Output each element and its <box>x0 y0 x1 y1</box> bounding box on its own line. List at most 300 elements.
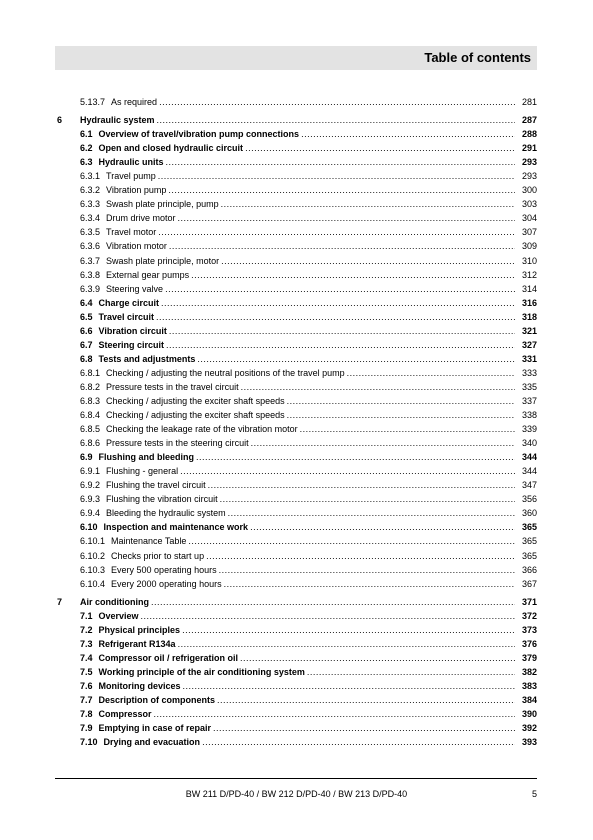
toc-page-number: 344 <box>521 452 537 463</box>
toc-row <box>55 352 537 366</box>
toc-page-number: 344 <box>521 466 537 477</box>
toc-page-number: 339 <box>521 424 537 435</box>
toc-row <box>55 707 537 721</box>
toc-row <box>55 422 537 436</box>
toc-section-number: 6.2 <box>80 143 93 154</box>
toc-entry-label <box>80 595 149 609</box>
toc-chapter-number: 6 <box>57 115 63 126</box>
toc-page-number: 392 <box>521 723 537 734</box>
toc-row <box>55 637 537 651</box>
toc-entry-label <box>80 478 206 492</box>
dot-leader <box>154 707 515 721</box>
toc-page-number: 307 <box>521 227 537 238</box>
toc-section-number: 6.8.2 <box>80 381 101 392</box>
toc-section-title: Inspection and maintenance work <box>103 522 249 533</box>
toc-entry-label <box>80 127 299 141</box>
toc-entry-label <box>80 141 243 155</box>
toc-entry <box>80 183 517 197</box>
toc-entry-label <box>80 534 186 548</box>
dot-leader <box>206 549 515 563</box>
toc-section-number: 6.7 <box>80 339 93 350</box>
dot-leader <box>196 450 515 464</box>
toc-entry-label <box>80 637 176 651</box>
toc-entry <box>80 352 517 366</box>
toc-page-number: 366 <box>521 564 537 575</box>
toc-entry-label <box>80 506 226 520</box>
toc-section-title: Bleeding the hydraulic system <box>106 508 226 519</box>
toc-entry <box>80 665 517 679</box>
toc-entry-label <box>80 436 249 450</box>
toc-entry <box>80 197 517 211</box>
toc-entry-label <box>80 394 285 408</box>
toc-page-number: 327 <box>521 339 537 350</box>
toc-section-title: Checking / adjusting the exciter shaft speeds <box>106 395 285 406</box>
toc-section-title: Steering circuit <box>98 339 165 350</box>
toc-section-title: Travel pump <box>106 171 156 182</box>
toc-section-number: 6.10.2 <box>80 550 106 561</box>
toc-entry <box>80 408 517 422</box>
toc-entry-label <box>80 679 181 693</box>
toc-entry <box>80 95 517 109</box>
toc-section-title: Refrigerant R134a <box>98 638 176 649</box>
toc-row <box>55 563 537 577</box>
toc-row <box>55 623 537 637</box>
toc-section-title: Overview of travel/vibration pump connections <box>98 129 300 140</box>
toc-page-number: 365 <box>521 550 537 561</box>
dot-leader <box>219 563 515 577</box>
toc-entry-label <box>80 183 166 197</box>
toc-section-number: 5.13.7 <box>80 97 106 107</box>
toc-entry-label <box>80 492 218 506</box>
dot-leader <box>166 155 515 169</box>
toc-entry-label <box>80 113 155 127</box>
toc-entry <box>80 651 517 665</box>
toc-row <box>55 296 537 310</box>
toc-section-number: 6.8.6 <box>80 438 101 449</box>
toc-entry <box>80 380 517 394</box>
toc-section-number: 6.9.2 <box>80 480 101 491</box>
footer-page-number: 5 <box>531 789 537 799</box>
dot-leader <box>168 183 515 197</box>
toc-row <box>55 127 537 141</box>
dot-leader <box>141 609 515 623</box>
toc-entry <box>80 679 517 693</box>
toc-row <box>55 366 537 380</box>
toc-section-title: External gear pumps <box>106 269 190 280</box>
toc-page-number: 291 <box>521 143 537 154</box>
toc-page-number: 288 <box>521 129 537 140</box>
toc-section-title: Hydraulic units <box>98 157 164 168</box>
toc-entry-label <box>80 408 285 422</box>
toc-page-number: 347 <box>521 480 537 491</box>
toc-entry-label <box>80 563 217 577</box>
toc-section-number: 7.10 <box>80 737 98 748</box>
toc-page-number: 360 <box>521 508 537 519</box>
toc-entry <box>80 282 517 296</box>
toc-section-number: 7.6 <box>80 680 93 691</box>
toc-entry <box>80 338 517 352</box>
dot-leader <box>301 127 515 141</box>
toc-entry <box>80 549 517 563</box>
dot-leader <box>156 310 515 324</box>
dot-leader <box>245 141 515 155</box>
dot-leader <box>169 239 515 253</box>
toc-entry <box>80 268 517 282</box>
dot-leader <box>307 665 515 679</box>
toc-entry-label <box>80 380 239 394</box>
toc-entry <box>80 609 517 623</box>
toc-row <box>55 577 537 591</box>
toc-entry <box>80 492 517 506</box>
toc-section-number: 6.3.6 <box>80 241 101 252</box>
toc-section-number: 6.10 <box>80 522 98 533</box>
toc-entry <box>80 595 517 609</box>
toc-section-title: Flushing and bleeding <box>98 452 195 463</box>
toc-chapter-row <box>55 595 537 609</box>
toc-section-title: Vibration pump <box>106 185 167 196</box>
dot-leader <box>183 679 515 693</box>
toc-section-number: 6.3.4 <box>80 213 101 224</box>
dot-leader <box>180 464 515 478</box>
toc-section-title: Overview <box>98 610 139 621</box>
toc-section-number: 6.8.1 <box>80 367 101 378</box>
dot-leader <box>250 520 515 534</box>
toc-page-number: 287 <box>521 115 537 126</box>
toc-entry <box>80 366 517 380</box>
toc-row <box>55 506 537 520</box>
toc-section-number: 6.9 <box>80 452 93 463</box>
dot-leader <box>251 436 515 450</box>
toc-section-title: Flushing the travel circuit <box>106 480 206 491</box>
toc-section-number: 6.1 <box>80 129 93 140</box>
toc-section-title: Checking the leakage rate of the vibration motor <box>106 424 298 435</box>
toc-page-number: 321 <box>521 325 537 336</box>
toc-row <box>55 665 537 679</box>
toc-entry <box>80 296 517 310</box>
dot-leader <box>159 95 515 109</box>
toc-entry-label <box>80 422 298 436</box>
dot-leader <box>166 338 515 352</box>
toc-section-title: Maintenance Table <box>111 536 187 547</box>
toc-section-title: Every 500 operating hours <box>111 564 217 575</box>
toc-entry <box>80 127 517 141</box>
toc-page-number: 303 <box>521 199 537 210</box>
toc-entry-label <box>80 707 152 721</box>
toc-entry-label <box>80 310 154 324</box>
toc-row <box>55 141 537 155</box>
toc-entry <box>80 422 517 436</box>
toc-entry-label <box>80 549 204 563</box>
toc-section-number: 6.10.3 <box>80 564 106 575</box>
toc-entry-label <box>80 296 159 310</box>
toc-entry-label <box>80 239 167 253</box>
dot-leader <box>202 735 515 749</box>
toc-entry <box>80 450 517 464</box>
dot-leader <box>158 169 515 183</box>
toc-page-number: 293 <box>521 157 537 168</box>
toc-section-number: 6.6 <box>80 325 93 336</box>
toc-entry <box>80 563 517 577</box>
toc-section-title: Open and closed hydraulic circuit <box>98 143 244 154</box>
dot-leader <box>208 478 515 492</box>
toc-section-title: Physical principles <box>98 624 181 635</box>
toc-section-number: 6.8.4 <box>80 410 101 421</box>
toc-row <box>55 408 537 422</box>
dot-leader <box>169 324 515 338</box>
toc-page-number: 335 <box>521 381 537 392</box>
dot-leader <box>217 693 515 707</box>
toc-section-number: 6.8 <box>80 353 93 364</box>
toc-entry-label <box>80 693 215 707</box>
toc-section-title: Travel motor <box>106 227 157 238</box>
toc-row <box>55 520 537 534</box>
toc-row <box>55 282 537 296</box>
toc-section-title: Monitoring devices <box>98 680 181 691</box>
dot-leader <box>221 197 515 211</box>
toc-page-number: 314 <box>521 283 537 294</box>
toc-entry <box>80 623 517 637</box>
toc-row <box>55 651 537 665</box>
toc-entry-label <box>80 169 156 183</box>
dot-leader <box>221 254 515 268</box>
toc-page-number: 300 <box>521 185 537 196</box>
toc-page-number: 331 <box>521 353 537 364</box>
dot-leader <box>151 595 515 609</box>
toc-section-title: Emptying in case of repair <box>98 723 212 734</box>
toc-row <box>55 155 537 169</box>
toc-section-title: Pressure tests in the steering circuit <box>106 438 249 449</box>
toc-entry-label <box>80 338 164 352</box>
toc-entry-label <box>80 155 164 169</box>
dot-leader <box>178 637 515 651</box>
toc-entry-label <box>80 464 178 478</box>
toc-chapter-row <box>55 113 537 127</box>
toc-entry <box>80 436 517 450</box>
toc-row <box>55 549 537 563</box>
toc-chapter-number: 7 <box>57 596 63 607</box>
toc-section-number: 6.3.7 <box>80 255 101 266</box>
toc-section-number: 6.8.5 <box>80 424 101 435</box>
toc-entry <box>80 707 517 721</box>
dot-leader <box>224 577 515 591</box>
toc-entry-label <box>80 577 222 591</box>
toc-page-number: 333 <box>521 367 537 378</box>
footer-divider <box>55 778 537 779</box>
toc-row <box>55 169 537 183</box>
toc-entry <box>80 478 517 492</box>
toc-section-number: 6.3.8 <box>80 269 101 280</box>
toc-entry-label <box>80 450 194 464</box>
toc-page-number: 373 <box>521 624 537 635</box>
toc-row <box>55 310 537 324</box>
toc-entry <box>80 113 517 127</box>
toc-section-number: 6.9.3 <box>80 494 101 505</box>
toc-section-number: 7.3 <box>80 638 93 649</box>
toc-entry <box>80 394 517 408</box>
toc-entry <box>80 324 517 338</box>
footer-models: BW 211 D/PD-40 / BW 212 D/PD-40 / BW 213 D/PD-40 <box>185 789 408 799</box>
dot-leader <box>197 352 515 366</box>
toc-section-number: 7.9 <box>80 723 93 734</box>
toc-section-title: Vibration motor <box>106 241 167 252</box>
dot-leader <box>182 623 515 637</box>
toc-section-number: 6.9.1 <box>80 466 101 477</box>
toc-entry-label <box>80 520 248 534</box>
toc-row <box>55 721 537 735</box>
toc-entry <box>80 310 517 324</box>
toc-entry-label <box>80 211 176 225</box>
toc-entry <box>80 721 517 735</box>
toc-page-number: 383 <box>521 680 537 691</box>
toc-entry-label <box>80 225 156 239</box>
toc-section-title: Air conditioning <box>80 596 149 607</box>
toc-row <box>55 225 537 239</box>
toc-page-number: 340 <box>521 438 537 449</box>
toc-entry-label <box>80 366 345 380</box>
toc-section-title: Travel circuit <box>98 311 155 322</box>
toc-page-number: 293 <box>521 171 537 182</box>
toc-section-title: Vibration circuit <box>98 325 167 336</box>
toc-entry <box>80 169 517 183</box>
dot-leader <box>161 296 515 310</box>
toc-page-number: 372 <box>521 610 537 621</box>
toc-entry <box>80 155 517 169</box>
toc-page-number: 309 <box>521 241 537 252</box>
toc-row <box>55 450 537 464</box>
toc-section-number: 7.7 <box>80 694 93 705</box>
toc-section-title: Every 2000 operating hours <box>111 578 222 589</box>
toc-page-number: 304 <box>521 213 537 224</box>
dot-leader <box>158 225 515 239</box>
toc-row <box>55 95 537 109</box>
toc-row <box>55 197 537 211</box>
toc-page-number: 371 <box>521 596 537 607</box>
page-title: Table of contents <box>424 50 531 65</box>
toc-entry <box>80 693 517 707</box>
toc-entry <box>80 211 517 225</box>
dot-leader <box>347 366 515 380</box>
toc-entry-label <box>80 609 139 623</box>
toc-entry <box>80 141 517 155</box>
toc-page-number: 365 <box>521 522 537 533</box>
toc-section-number: 6.3.1 <box>80 171 101 182</box>
toc-page-number: 379 <box>521 652 537 663</box>
toc-section-number: 6.4 <box>80 297 93 308</box>
toc-section-number: 7.4 <box>80 652 93 663</box>
toc-section-title: Tests and adjustments <box>98 353 196 364</box>
toc-section-title: Checks prior to start up <box>111 550 205 561</box>
toc-section-title: Drum drive motor <box>106 213 176 224</box>
dot-leader <box>188 534 515 548</box>
toc-section-number: 6.10.4 <box>80 578 106 589</box>
toc-section-title: Compressor <box>98 709 152 720</box>
header-band <box>55 46 537 70</box>
dot-leader <box>220 492 515 506</box>
toc-section-title: Description of components <box>98 694 216 705</box>
toc-page-number: 338 <box>521 410 537 421</box>
toc-list <box>55 95 537 749</box>
toc-row <box>55 464 537 478</box>
toc-entry-label <box>80 665 305 679</box>
dot-leader <box>300 422 515 436</box>
dot-leader <box>287 394 515 408</box>
toc-section-number: 7.1 <box>80 610 93 621</box>
toc-section-number: 7.5 <box>80 666 93 677</box>
dot-leader <box>178 211 515 225</box>
dot-leader <box>157 113 515 127</box>
toc-entry <box>80 464 517 478</box>
toc-section-title: As required <box>111 97 158 107</box>
toc-row <box>55 693 537 707</box>
toc-page-number: 312 <box>521 269 537 280</box>
toc-entry-label <box>80 623 180 637</box>
toc-row <box>55 239 537 253</box>
toc-section-number: 6.3.9 <box>80 283 101 294</box>
toc-section-title: Flushing the vibration circuit <box>106 494 218 505</box>
toc-row <box>55 324 537 338</box>
toc-row <box>55 534 537 548</box>
toc-page-number: 356 <box>521 494 537 505</box>
toc-page-number: 316 <box>521 297 537 308</box>
toc-entry <box>80 577 517 591</box>
toc-page-number: 337 <box>521 395 537 406</box>
toc-row <box>55 380 537 394</box>
toc-page-number: 390 <box>521 709 537 720</box>
toc-section-title: Checking / adjusting the exciter shaft speeds <box>106 410 285 421</box>
dot-leader <box>240 651 515 665</box>
toc-row <box>55 478 537 492</box>
toc-entry-label <box>80 651 238 665</box>
toc-entry-label <box>80 95 157 109</box>
toc-row <box>55 492 537 506</box>
toc-page-number: 393 <box>521 737 537 748</box>
toc-section-title: Swash plate principle, motor <box>106 255 220 266</box>
toc-entry-label <box>80 268 189 282</box>
toc-row <box>55 254 537 268</box>
toc-section-title: Charge circuit <box>98 297 160 308</box>
toc-section-title: Flushing - general <box>106 466 179 477</box>
toc-section-number: 6.3.5 <box>80 227 101 238</box>
toc-section-number: 6.5 <box>80 311 93 322</box>
toc-entry-label <box>80 282 163 296</box>
toc-entry <box>80 225 517 239</box>
toc-section-number: 6.3.2 <box>80 185 101 196</box>
toc-entry <box>80 520 517 534</box>
toc-row <box>55 436 537 450</box>
toc-section-title: Drying and evacuation <box>103 737 201 748</box>
dot-leader <box>287 408 515 422</box>
toc-page-number: 376 <box>521 638 537 649</box>
toc-row <box>55 211 537 225</box>
toc-entry-label <box>80 735 200 749</box>
toc-section-number: 6.10.1 <box>80 536 106 547</box>
toc-section-number: 7.2 <box>80 624 93 635</box>
toc-page-number: 281 <box>521 97 537 107</box>
toc-row <box>55 735 537 749</box>
toc-row <box>55 609 537 623</box>
toc-entry <box>80 506 517 520</box>
toc-section-number: 7.8 <box>80 709 93 720</box>
toc-page-number: 367 <box>521 578 537 589</box>
toc-entry-label <box>80 352 195 366</box>
toc-section-number: 6.9.4 <box>80 508 101 519</box>
toc-entry-label <box>80 721 211 735</box>
toc-entry <box>80 534 517 548</box>
dot-leader <box>213 721 515 735</box>
toc-section-title: Hydraulic system <box>80 115 155 126</box>
dot-leader <box>228 506 515 520</box>
toc-section-title: Checking / adjusting the neutral positions of the travel pump <box>106 367 345 378</box>
